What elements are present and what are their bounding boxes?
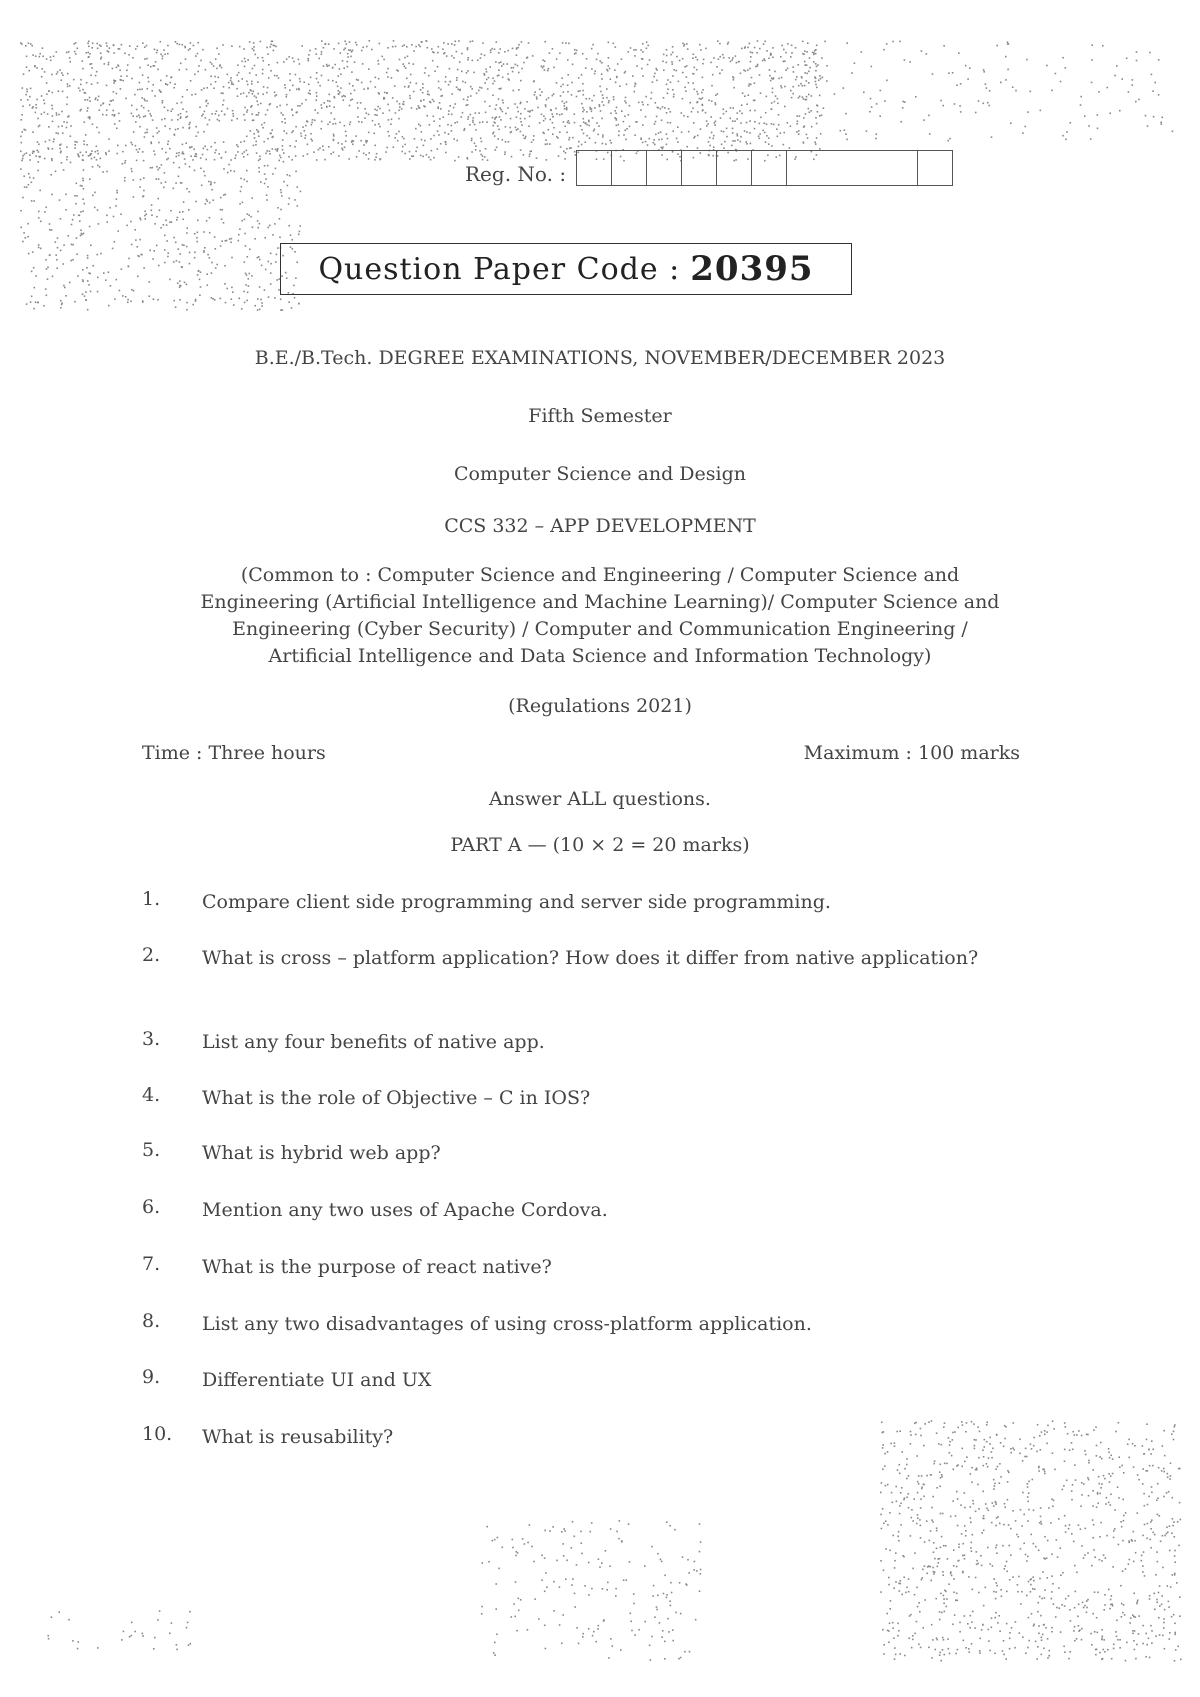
question-text: What is hybrid web app? — [202, 1142, 441, 1164]
question-text: List any two disadvantages of using cross-platform application. — [202, 1313, 812, 1335]
reg-box — [717, 151, 752, 185]
reg-no-boxes — [576, 150, 953, 186]
reg-box — [577, 151, 612, 185]
question-item — [142, 1084, 1020, 1112]
question-number: 3. — [142, 1028, 161, 1050]
question-text: List any four benefits of native app. — [202, 1031, 545, 1053]
question-item — [142, 1139, 1020, 1167]
question-number: 4. — [142, 1084, 161, 1106]
question-text: Mention any two uses of Apache Cordova. — [202, 1199, 608, 1221]
question-number: 9. — [142, 1366, 161, 1388]
question-item — [142, 1423, 1020, 1451]
question-item — [142, 1253, 1020, 1281]
maximum-marks: Maximum : 100 marks — [803, 742, 1020, 764]
question-number: 8. — [142, 1310, 161, 1332]
question-text: What is reusability? — [202, 1426, 394, 1448]
question-item — [142, 944, 1020, 972]
common-to-block — [0, 562, 1200, 670]
reg-box — [752, 151, 787, 185]
reg-no-label: Reg. No. : — [465, 162, 567, 186]
exam-title: B.E./B.Tech. DEGREE EXAMINATIONS, NOVEMBER/DECEMBER 2023 — [254, 347, 946, 369]
question-item — [142, 1196, 1020, 1224]
reg-box — [647, 151, 682, 185]
question-text: Compare client side programming and server side programming. — [202, 891, 831, 913]
department: Computer Science and Design — [453, 463, 746, 485]
common-to-line: (Common to : Computer Science and Engineering / Computer Science and — [240, 564, 960, 586]
part-a-heading: PART A — (10 × 2 = 20 marks) — [450, 834, 750, 856]
reg-box — [918, 151, 952, 185]
question-paper-code-box — [280, 243, 852, 295]
question-paper-code: 20395 — [690, 249, 814, 289]
question-item — [142, 1028, 1020, 1056]
question-text: What is cross – platform application? How does it differ from native application? — [202, 947, 979, 969]
common-to-line: Engineering (Artificial Intelligence and Machine Learning)/ Computer Science and — [200, 591, 1000, 613]
question-item — [142, 888, 1020, 916]
question-item — [142, 1366, 1020, 1394]
question-number: 1. — [142, 888, 161, 910]
question-number: 2. — [142, 944, 161, 966]
semester: Fifth Semester — [528, 405, 672, 427]
common-to-line: Artificial Intelligence and Data Science and Information Technology) — [268, 645, 932, 667]
reg-box — [682, 151, 717, 185]
reg-box — [612, 151, 647, 185]
instruction: Answer ALL questions. — [489, 788, 711, 810]
question-text: Differentiate UI and UX — [202, 1369, 432, 1391]
question-number: 6. — [142, 1196, 161, 1218]
question-number: 7. — [142, 1253, 161, 1275]
question-number: 10. — [142, 1423, 173, 1445]
question-text: What is the purpose of react native? — [202, 1256, 552, 1278]
reg-no-row — [465, 150, 953, 186]
question-paper-code-label: Question Paper Code : — [318, 251, 681, 287]
time-allowed: Time : Three hours — [142, 742, 326, 764]
common-to-line: Engineering (Cyber Security) / Computer and Communication Engineering / — [232, 618, 968, 640]
subject: CCS 332 – APP DEVELOPMENT — [444, 515, 756, 537]
reg-box — [787, 151, 918, 185]
question-text: What is the role of Objective – C in IOS? — [202, 1087, 591, 1109]
question-item — [142, 1310, 1020, 1338]
question-number: 5. — [142, 1139, 161, 1161]
regulations: (Regulations 2021) — [508, 695, 692, 717]
